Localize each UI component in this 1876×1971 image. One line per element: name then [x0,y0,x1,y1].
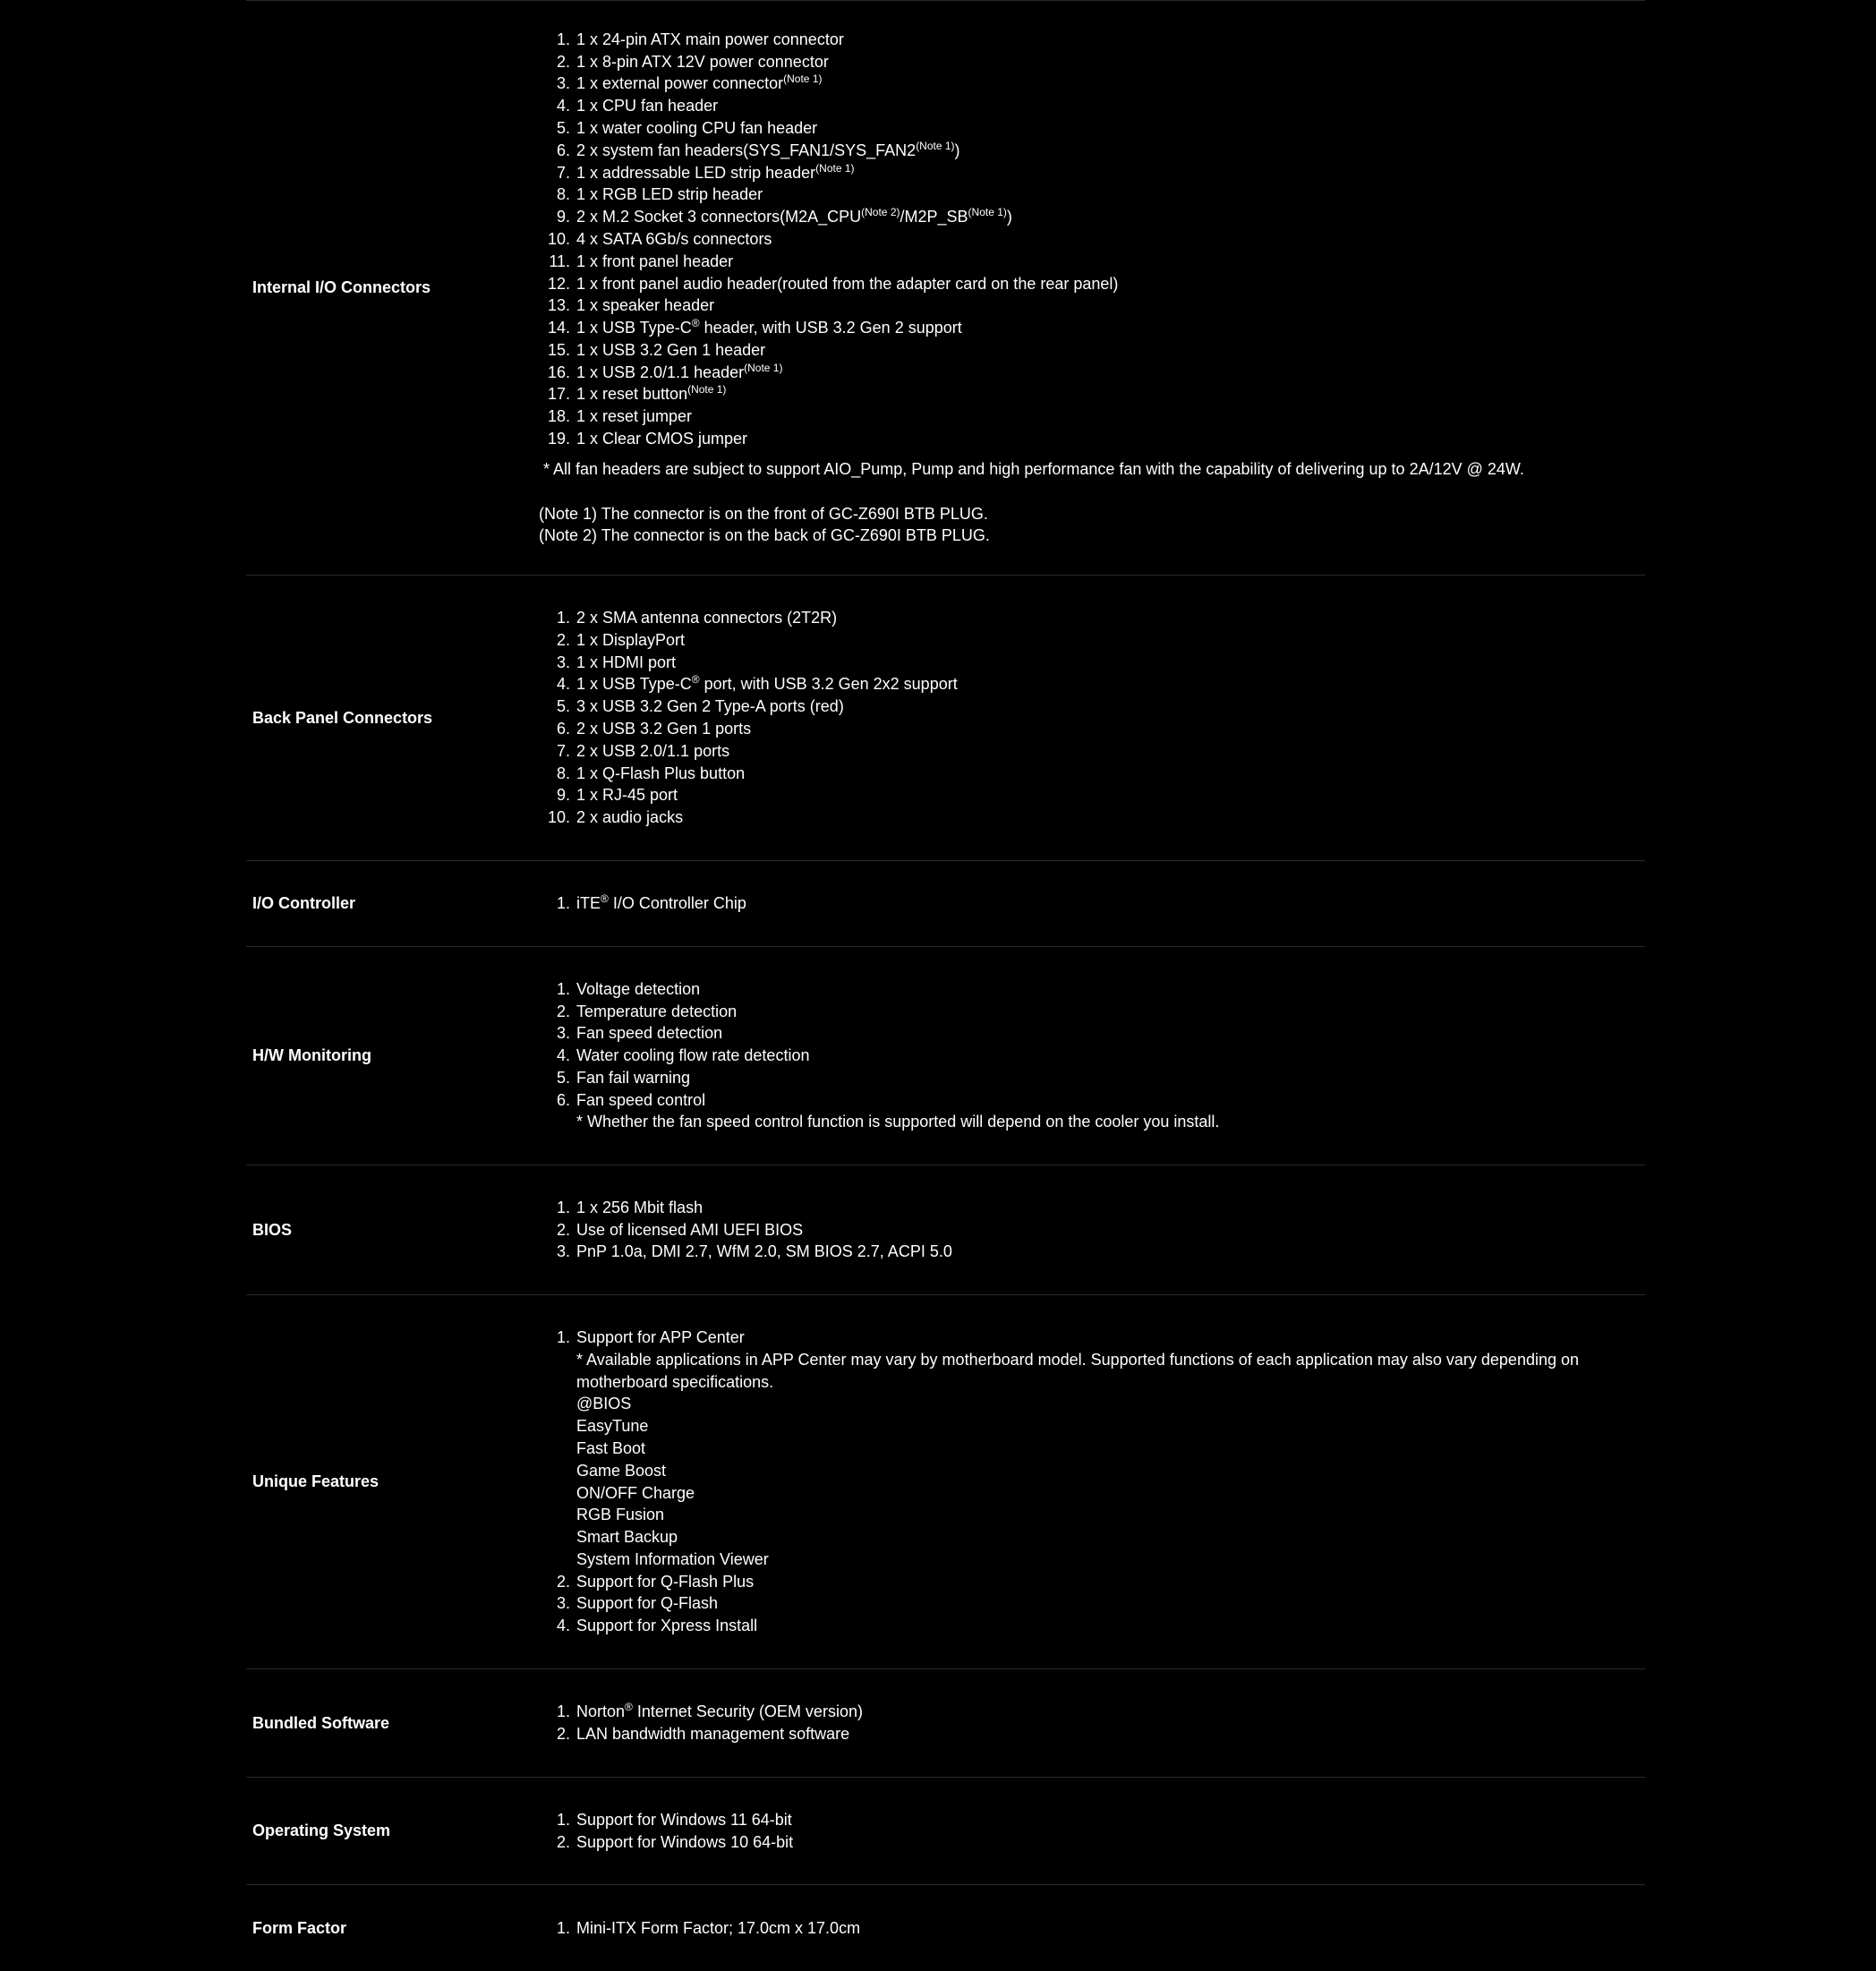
spec-list [539,1917,1591,1940]
item-remark: * Whether the fan speed control function is supported will depend on the cooler you install. [576,1113,1220,1131]
item-superscript: (Note 1) [968,206,1007,219]
spec-table [246,0,1645,1971]
item-text-tail: header, with USB 3.2 Gen 2 support [699,319,962,337]
spec-list-item [575,806,1591,829]
spec-list-item [575,1571,1591,1593]
spec-row-form-factor [246,1885,1645,1971]
spec-list-item [575,251,1591,273]
spec-list-item [575,1045,1591,1067]
item-text: 1 x 24-pin ATX main power connector [576,30,844,48]
spec-row-io-controller [246,861,1645,947]
spec-list [539,29,1591,450]
item-superscript: (Note 1) [815,161,855,175]
spec-list-item [575,740,1591,763]
item-text: Fan speed control [576,1090,706,1109]
item-text: 2 x SMA antenna connectors (2T2R) [576,609,838,627]
spec-list-item [575,1241,1591,1263]
spec-label: Bundled Software [252,1713,390,1732]
spec-row-bundled-software [246,1669,1645,1778]
item-superscript: (Note 1) [916,139,955,152]
item-text: Support for Windows 11 64-bit [576,1810,792,1829]
spec-list-item [575,978,1591,1001]
item-text: Use of licensed AMI UEFI BIOS [576,1220,804,1239]
item-text: 1 x USB 3.2 Gen 1 header [576,340,766,359]
item-text: Fan fail warning [576,1068,691,1087]
spec-list-item [575,1219,1591,1241]
spec-list-item [575,1831,1591,1854]
spec-label: Internal I/O Connectors [252,278,431,296]
item-text: 2 x USB 2.0/1.1 ports [576,741,730,760]
item-superscript: ® [601,892,609,906]
item-text: 2 x audio jacks [576,808,684,827]
spec-list-item [575,1067,1591,1089]
spec-list-item [575,652,1591,674]
item-superscript: ® [691,317,700,330]
item-text-tail: Internet Security (OEM version) [632,1702,863,1721]
item-superscript: ® [625,1701,633,1714]
item-text: 3 x USB 3.2 Gen 2 Type-A ports (red) [576,697,844,716]
spec-content [539,892,1645,915]
item-text-tail: /M2P_SB [900,208,968,226]
spec-list-item [575,294,1591,317]
spec-label: BIOS [252,1220,293,1239]
spec-list-item [575,1022,1591,1045]
item-text: 2 x system fan headers(SYS_FAN1/SYS_FAN2 [576,141,917,159]
item-remark: * Available applications in APP Center may vary by motherboard model. Supported functions of each application may also vary depending on motherboard specifications. [576,1350,1580,1391]
item-text: 1 x external power connector [576,74,784,93]
item-text-tail: I/O Controller Chip [608,894,746,913]
spec-list-item [575,1001,1591,1023]
spec-list-item [575,117,1591,140]
item-text: 1 x USB Type-C [576,319,692,337]
item-text: iTE [576,894,601,913]
item-text: 2 x M.2 Socket 3 connectors(M2A_CPU [576,208,862,226]
spec-list-item [575,228,1591,251]
item-text: 1 x addressable LED strip header [576,163,816,182]
spec-list-item [575,362,1591,384]
app-center-app: EasyTune [576,1417,649,1436]
spec-list-item [575,718,1591,740]
item-text: 1 x Q-Flash Plus button [576,764,746,782]
app-center-app: RGB Fusion [576,1506,665,1524]
spec-label: Form Factor [252,1918,347,1937]
item-text: Water cooling flow rate detection [576,1046,810,1065]
item-text: Norton [576,1702,626,1721]
app-center-app: ON/OFF Charge [576,1483,695,1502]
item-text: Support for Windows 10 64-bit [576,1832,794,1851]
item-text: 1 x water cooling CPU fan header [576,118,818,137]
spec-list-item [575,183,1591,206]
item-superscript: (Note 1) [744,361,783,374]
spec-list-item [575,273,1591,295]
spec-list-item [575,892,1591,915]
spec-content [539,978,1645,1134]
spec-list-item [575,383,1591,405]
item-text-tail: ) [1006,208,1012,226]
spec-content [539,29,1645,548]
spec-content [539,1327,1645,1637]
item-text: Support for Xpress Install [576,1617,758,1635]
spec-list-item [575,695,1591,718]
item-text: 1 x Clear CMOS jumper [576,430,748,448]
item-text: 1 x front panel audio header(routed from the adapter card on the rear panel) [576,274,1119,293]
item-text: 1 x RGB LED strip header [576,185,763,204]
app-center-app: Fast Boot [576,1438,646,1457]
spec-label: I/O Controller [252,894,356,912]
item-superscript: (Note 2) [861,206,900,219]
spec-list-item [575,51,1591,73]
spec-list-item [575,140,1591,162]
spec-label: Back Panel Connectors [252,708,433,727]
item-text: Mini-ITX Form Factor; 17.0cm x 17.0cm [576,1918,861,1937]
spec-label: Unique Features [252,1472,379,1490]
item-text: 1 x HDMI port [576,653,677,671]
spec-list [539,607,1591,829]
spec-list-item [575,405,1591,428]
spec-list-item [575,1701,1591,1723]
spec-content [539,1917,1645,1940]
spec-list-item [575,29,1591,51]
spec-list-item [575,1592,1591,1615]
spec-row-operating-system [246,1778,1645,1885]
spec-list-item [575,1917,1591,1940]
spec-label: H/W Monitoring [252,1046,371,1064]
spec-row-hw-monitoring [246,947,1645,1165]
item-text: LAN bandwidth management software [576,1725,850,1743]
spec-list-item [575,428,1591,450]
item-text: Temperature detection [576,1002,738,1020]
spec-row-unique-features [246,1295,1645,1669]
spec-list [539,1327,1591,1637]
spec-row-internal-io [246,1,1645,576]
spec-list-item [575,784,1591,806]
spec-list-item [575,339,1591,362]
spec-list-item [575,73,1591,95]
spec-list-item [575,1327,1591,1571]
spec-content [539,1197,1645,1263]
item-text: Support for APP Center [576,1327,745,1346]
item-text: 1 x reset button [576,385,688,404]
item-text: Support for Q-Flash [576,1594,719,1613]
app-center-app: Smart Backup [576,1528,678,1547]
note-2: (Note 2) The connector is on the back of GC-Z690I BTB PLUG. [539,526,990,545]
app-center-app: @BIOS [576,1395,632,1413]
spec-list [539,1809,1591,1854]
spec-list [539,1701,1591,1745]
note-1: (Note 1) The connector is on the front of GC-Z690I BTB PLUG. [539,504,988,523]
spec-list-item [575,629,1591,652]
spec-list-item [575,95,1591,117]
item-text: 1 x front panel header [576,252,734,270]
item-text-tail: port, with USB 3.2 Gen 2x2 support [699,675,958,694]
item-text: 1 x RJ-45 port [576,786,678,805]
spec-list-item [575,1809,1591,1831]
item-text: 2 x USB 3.2 Gen 1 ports [576,720,752,738]
item-text: 1 x CPU fan header [576,97,719,115]
item-text: Support for Q-Flash Plus [576,1572,755,1591]
spec-list [539,1197,1591,1263]
item-text: 1 x DisplayPort [576,630,686,649]
spec-list-item [575,206,1591,228]
spec-list-item [575,162,1591,184]
item-text: 4 x SATA 6Gb/s connectors [576,229,772,248]
item-text: 1 x reset jumper [576,407,693,426]
app-center-app: Game Boost [576,1461,667,1480]
fan-header-remark: * All fan headers are subject to support AIO_Pump, Pump and high performance fan with the capability of delivering up to 2A/12V @ 24W. [543,459,1524,478]
item-text: 1 x speaker header [576,296,715,315]
spec-list-item [575,1615,1591,1637]
app-center-app: System Information Viewer [576,1549,769,1568]
spec-list-item [575,1197,1591,1219]
spec-list-item [575,1089,1591,1134]
item-text: 1 x 256 Mbit flash [576,1198,704,1216]
item-text: 1 x USB Type-C [576,675,692,694]
item-text: 1 x USB 2.0/1.1 header [576,363,745,381]
spec-list [539,892,1591,915]
spec-content [539,1809,1645,1854]
spec-row-bios [246,1165,1645,1295]
spec-label: Operating System [252,1822,391,1839]
item-text: PnP 1.0a, DMI 2.7, WfM 2.0, SM BIOS 2.7, ACPI 5.0 [576,1242,952,1261]
spec-list-item [575,317,1591,339]
spec-content [539,607,1645,829]
item-superscript: (Note 1) [783,73,823,86]
item-text: Fan speed detection [576,1024,723,1043]
item-superscript: ® [691,673,700,687]
spec-list-item [575,1723,1591,1745]
item-text: Voltage detection [576,979,701,998]
spec-content [539,1701,1645,1745]
item-text-tail: ) [954,141,960,159]
spec-list-item [575,607,1591,629]
spec-list-item [575,763,1591,785]
spec-list-item [575,673,1591,695]
item-superscript: (Note 1) [687,383,727,397]
item-text: 1 x 8-pin ATX 12V power connector [576,52,829,71]
spec-row-back-panel [246,576,1645,861]
spec-list [539,978,1591,1134]
